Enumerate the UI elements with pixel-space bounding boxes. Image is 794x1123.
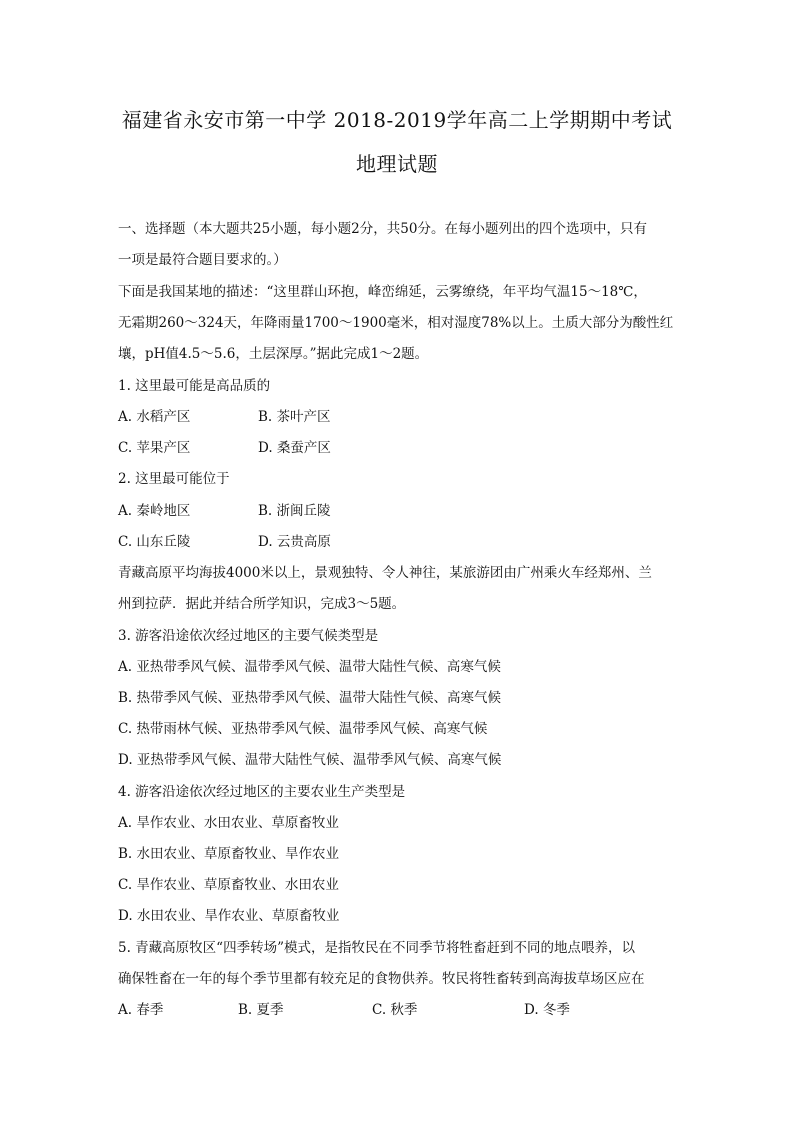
question-1-option-d: D. 桑蚕产区: [258, 440, 331, 456]
question-3-stem: 3. 游客沿途依次经过地区的主要气候类型是: [118, 628, 379, 644]
question-3-option-b: B. 热带季风气候、亚热带季风气候、温带大陆性气候、高寒气候: [118, 690, 502, 706]
question-2-option-c: C. 山东丘陵: [118, 534, 191, 550]
question-2-stem: 2. 这里最可能位于: [118, 471, 230, 487]
question-1-option-c: C. 苹果产区: [118, 440, 191, 456]
question-5-stem-continued: 确保牲畜在一年的每个季节里都有较充足的食物供养。牧民将牲畜转到高海拔草场区应在: [118, 971, 645, 987]
exam-title: 福建省永安市第一中学 2018-2019学年高二上学期期中考试: [121, 108, 673, 132]
question-4-option-c: C. 旱作农业、草原畜牧业、水田农业: [118, 877, 339, 893]
question-4-option-b: B. 水田农业、草原畜牧业、旱作农业: [118, 846, 340, 862]
passage-2-line-2: 州到拉萨．据此并结合所学知识，完成3～5题。: [118, 596, 406, 612]
question-2-option-b: B. 浙闽丘陵: [258, 503, 331, 519]
question-3-option-c: C. 热带雨林气候、亚热带季风气候、温带季风气候、高寒气候: [118, 721, 488, 737]
question-5-option-b: B. 夏季: [238, 1002, 284, 1018]
question-1-option-b: B. 茶叶产区: [258, 409, 331, 425]
exam-subtitle: 地理试题: [356, 152, 438, 176]
section-heading-continued: 一项是最符合题目要求的。）: [118, 252, 287, 268]
question-5-stem: 5. 青藏高原牧区“四季转场”模式，是指牧民在不同季节将牲畜赶到不同的地点喂养，以: [118, 940, 635, 956]
section-heading: 一、选择题（本大题共25小题，每小题2分，共50分。在每小题列出的四个选项中，只有: [118, 221, 647, 237]
question-2-option-a: A. 秦岭地区: [118, 503, 191, 519]
question-5-option-d: D. 冬季: [524, 1002, 570, 1018]
passage-1-line-2: 无霜期260～324天，年降雨量1700～1900毫米，相对湿度78%以上。土质大部分为酸性红: [118, 315, 674, 331]
question-4-option-d: D. 水田农业、旱作农业、草原畜牧业: [118, 908, 340, 924]
question-3-option-a: A. 亚热带季风气候、温带季风气候、温带大陆性气候、高寒气候: [118, 659, 501, 675]
question-1-option-a: A. 水稻产区: [118, 409, 191, 425]
question-5-option-a: A. 春季: [118, 1002, 164, 1018]
question-2-option-d: D. 云贵高原: [258, 534, 331, 550]
question-5-option-c: C. 秋季: [372, 1002, 418, 1018]
question-4-stem: 4. 游客沿途依次经过地区的主要农业生产类型是: [118, 784, 406, 800]
passage-1-line-1: 下面是我国某地的描述：“这里群山环抱，峰峦绵延，云雾缭绕，年平均气温15～18℃，: [118, 284, 647, 300]
question-4-option-a: A. 旱作农业、水田农业、草原畜牧业: [118, 815, 339, 831]
passage-1-line-3: 壤，pH值4.5～5.6，土层深厚。”据此完成1～2题。: [118, 346, 429, 362]
question-1-stem: 1. 这里最可能是高品质的: [118, 378, 271, 394]
passage-2-line-1: 青藏高原平均海拔4000米以上，景观独特、令人神往，某旅游团由广州乘火车经郑州、兰: [118, 565, 652, 581]
question-3-option-d: D. 亚热带季风气候、温带大陆性气候、温带季风气候、高寒气候: [118, 752, 502, 768]
